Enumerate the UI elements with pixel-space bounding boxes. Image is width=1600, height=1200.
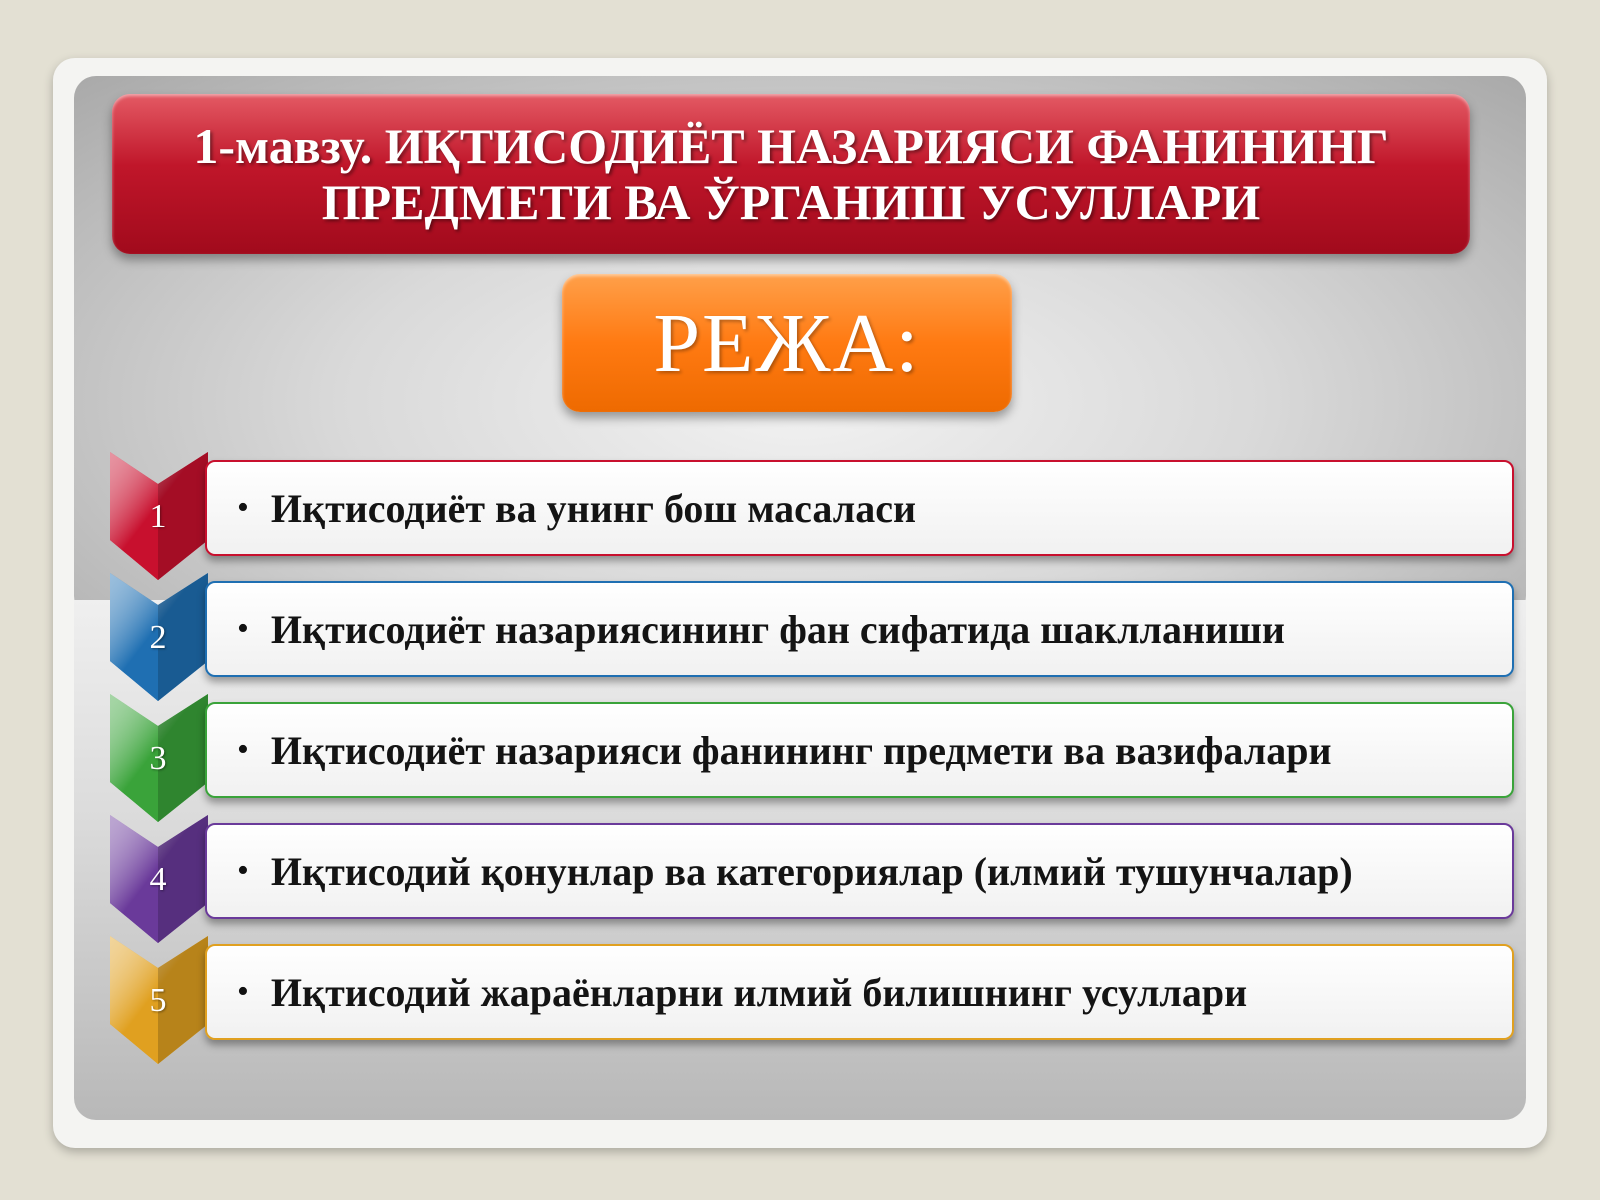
bullet-icon: •: [237, 610, 249, 647]
plan-item-number: 1: [149, 498, 167, 535]
bullet-icon: •: [237, 731, 249, 768]
plan-item-number: 2: [149, 619, 167, 656]
plan-item-box: [205, 823, 1514, 919]
plan-item-1: [110, 452, 1515, 582]
plan-item-text: Иқтисодиёт назарияси фанининг предмети ва вазифалари: [270, 727, 1332, 773]
plan-item-box: [205, 460, 1514, 556]
bullet-icon: •: [237, 489, 249, 526]
plan-banner: [562, 274, 1012, 412]
plan-item-box: [205, 702, 1514, 798]
plan-item-4: [110, 815, 1515, 945]
plan-item-text: Иқтисодий жараёнларни илмий билишнинг усуллари: [270, 969, 1248, 1015]
plan-item-text: Иқтисодий қонунлар ва категориялар (илмий тушунчалар): [270, 848, 1353, 894]
slide-title: 1-мавзу. ИҚТИСОДИЁТ НАЗАРИЯСИ ФАНИНИНГ ПРЕДМЕТИ ВА ЎРГАНИШ УСУЛЛАРИ: [193, 118, 1389, 230]
plan-item-box: [205, 944, 1514, 1040]
plan-item-text: Иқтисодиёт назариясининг фан сифатида шаклланиши: [270, 606, 1285, 652]
title-banner: [112, 94, 1470, 254]
plan-item-2: [110, 573, 1515, 703]
plan-item-text: Иқтисодиёт ва унинг бош масаласи: [270, 485, 917, 531]
plan-item-number: 3: [149, 740, 167, 777]
bullet-icon: •: [237, 852, 249, 889]
plan-item-3: [110, 694, 1515, 824]
plan-label: РЕЖА:: [653, 296, 921, 390]
bullet-icon: •: [237, 973, 249, 1010]
plan-item-5: [110, 936, 1515, 1066]
plan-item-number: 4: [149, 861, 167, 898]
plan-item-box: [205, 581, 1514, 677]
plan-item-number: 5: [149, 982, 167, 1019]
